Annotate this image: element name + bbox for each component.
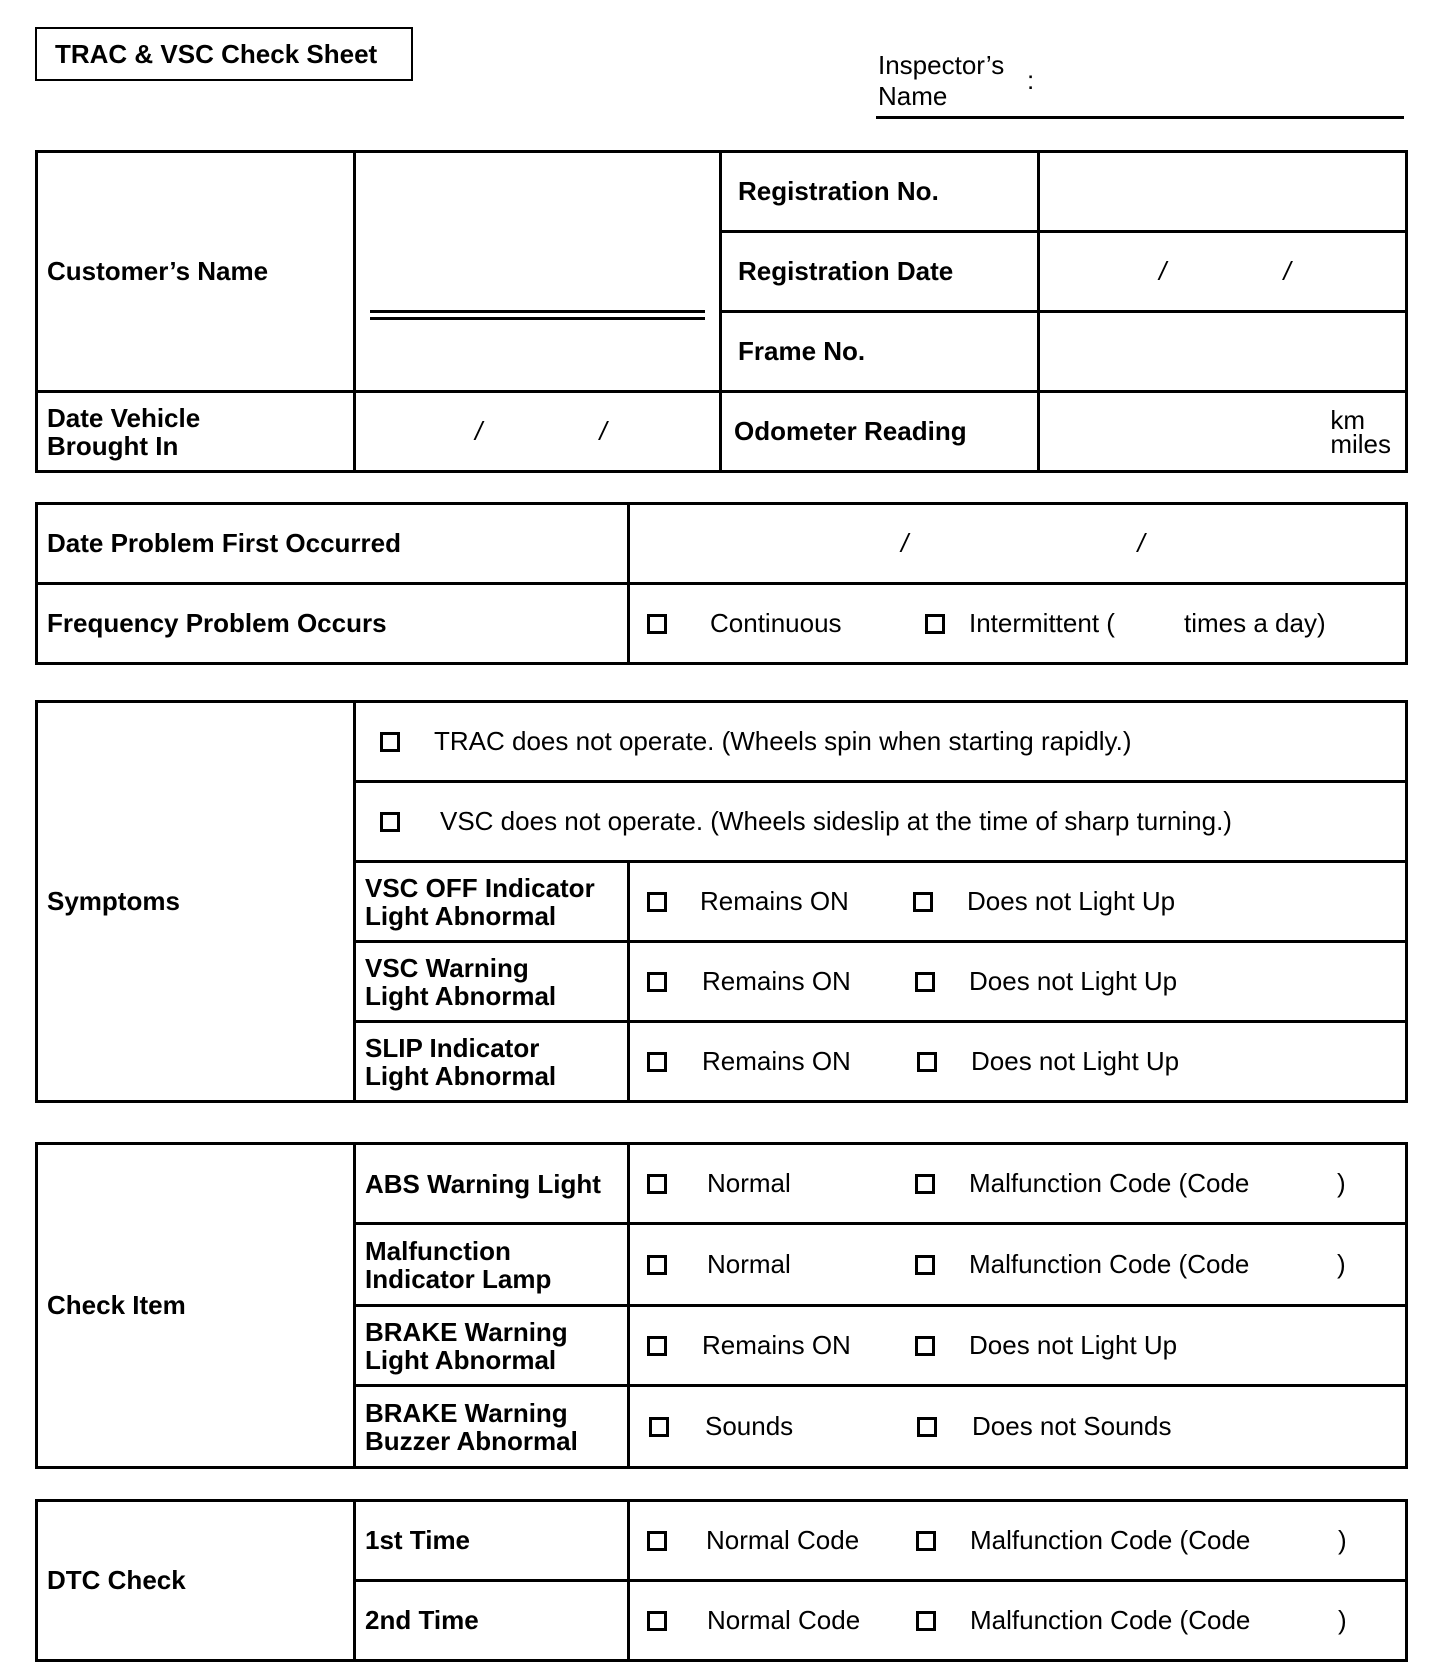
date-brought-in-field[interactable] — [355, 392, 721, 472]
trac-symptom-label: TRAC does not operate. (Wheels spin when starting rapidly.) — [434, 726, 1132, 756]
registration-date-label: Registration Date — [721, 232, 1039, 312]
close-paren: ) — [1338, 1605, 1347, 1635]
unit-miles: miles — [1330, 428, 1391, 459]
inspector-label-line2: Name — [878, 81, 948, 111]
slip-indicator-options — [629, 1022, 1407, 1102]
row-label-line1: BRAKE Warning — [365, 1316, 568, 1347]
first-time-label: 1st Time — [355, 1501, 629, 1581]
does-not-light-up-checkbox[interactable] — [915, 1336, 935, 1356]
unit-km: km — [1330, 404, 1365, 435]
frequency-options — [629, 584, 1407, 664]
abs-warning-light-label — [355, 1144, 629, 1224]
inspector-label — [878, 50, 1004, 112]
malfunction-code-checkbox[interactable] — [916, 1531, 936, 1551]
times-a-day-label: times a day) — [1184, 608, 1326, 638]
registration-date-field[interactable] — [1039, 232, 1407, 312]
inspector-name-field[interactable] — [876, 116, 1404, 119]
close-paren: ) — [1337, 1168, 1346, 1198]
brake-warning-buzzer-label — [355, 1386, 629, 1468]
normal-code-label: Normal Code — [707, 1605, 861, 1635]
frequency-label: Frequency Problem Occurs — [37, 584, 629, 664]
remains-on-checkbox[interactable] — [647, 892, 667, 912]
check-item-table — [35, 1142, 1408, 1469]
does-not-light-up-label: Does not Light Up — [971, 1046, 1180, 1076]
does-not-light-up-checkbox[interactable] — [915, 972, 935, 992]
normal-code-checkbox[interactable] — [647, 1531, 667, 1551]
does-not-light-up-checkbox[interactable] — [917, 1052, 937, 1072]
row-label-line1: Malfunction — [365, 1235, 511, 1266]
problem-table — [35, 502, 1408, 665]
does-not-light-up-checkbox[interactable] — [913, 892, 933, 912]
customer-name-underline — [370, 310, 705, 320]
vsc-off-indicator-label — [355, 862, 629, 942]
malfunction-code-label: Malfunction Code (Code — [969, 1168, 1250, 1198]
does-not-light-up-label: Does not Light Up — [967, 886, 1176, 916]
normal-code-label: Normal Code — [706, 1525, 860, 1555]
remains-on-label: Remains ON — [702, 1330, 851, 1360]
abs-warning-light-options — [629, 1144, 1407, 1224]
vsc-warning-light-label — [355, 942, 629, 1022]
trac-checkbox[interactable] — [380, 732, 400, 752]
row-label-line1: BRAKE Warning — [365, 1397, 568, 1428]
frame-no-field[interactable] — [1039, 312, 1407, 392]
remains-on-checkbox[interactable] — [647, 972, 667, 992]
malfunction-indicator-lamp-label — [355, 1224, 629, 1306]
malfunction-code-label: Malfunction Code (Code — [970, 1525, 1251, 1555]
malfunction-code-checkbox[interactable] — [916, 1611, 936, 1631]
date-separator: / — [1283, 256, 1291, 286]
close-paren: ) — [1337, 1249, 1346, 1279]
date-brought-in-label-line1: Date Vehicle — [47, 402, 201, 433]
date-brought-in-label-line2: Brought In — [47, 430, 179, 461]
remains-on-label: Remains ON — [702, 966, 851, 996]
symptoms-table — [35, 700, 1408, 1103]
slip-indicator-label — [355, 1022, 629, 1102]
malfunction-code-checkbox[interactable] — [915, 1174, 935, 1194]
inspector-colon: : — [1027, 65, 1035, 95]
vsc-warning-light-options — [629, 942, 1407, 1022]
normal-checkbox[interactable] — [647, 1174, 667, 1194]
sounds-label: Sounds — [705, 1411, 794, 1441]
row-label-line1: VSC Warning — [365, 952, 529, 983]
vsc-checkbox[interactable] — [380, 812, 400, 832]
row-label-line2: Light Abnormal — [365, 1344, 557, 1375]
customer-name-label: Customer’s Name — [37, 152, 355, 392]
row-label-line2: Light Abnormal — [365, 980, 557, 1011]
symptoms-label: Symptoms — [37, 702, 355, 1102]
date-separator: / — [1159, 256, 1167, 286]
brake-warning-light-label — [355, 1306, 629, 1386]
intermittent-checkbox[interactable] — [925, 614, 945, 634]
row-label-line1: VSC OFF Indicator — [365, 872, 595, 903]
brake-warning-buzzer-options — [629, 1386, 1407, 1468]
odometer-label: Odometer Reading — [721, 392, 1039, 472]
row-label-line1: ABS Warning Light — [365, 1168, 601, 1199]
brake-warning-light-options — [629, 1306, 1407, 1386]
malfunction-indicator-lamp-options — [629, 1224, 1407, 1306]
dtc-check-label: DTC Check — [37, 1501, 355, 1661]
sounds-checkbox[interactable] — [649, 1417, 669, 1437]
customer-table — [35, 150, 1408, 473]
malfunction-code-label: Malfunction Code (Code — [969, 1249, 1250, 1279]
registration-no-field[interactable] — [1039, 152, 1407, 232]
vsc-symptom — [355, 782, 1407, 862]
does-not-sounds-checkbox[interactable] — [917, 1417, 937, 1437]
malfunction-code-label: Malfunction Code (Code — [970, 1605, 1251, 1635]
customer-name-field[interactable] — [355, 152, 721, 392]
normal-label: Normal — [707, 1249, 791, 1279]
sheet-title: TRAC & VSC Check Sheet — [35, 27, 413, 81]
continuous-checkbox[interactable] — [647, 614, 667, 634]
row-label-line2: Buzzer Abnormal — [365, 1425, 578, 1456]
date-brought-in-label — [37, 392, 355, 472]
remains-on-checkbox[interactable] — [647, 1052, 667, 1072]
normal-label: Normal — [707, 1168, 791, 1198]
check-item-label: Check Item — [37, 1144, 355, 1468]
does-not-light-up-label: Does not Light Up — [969, 1330, 1178, 1360]
registration-no-label: Registration No. — [721, 152, 1039, 232]
normal-code-checkbox[interactable] — [647, 1611, 667, 1631]
row-label-line2: Light Abnormal — [365, 1060, 557, 1091]
does-not-light-up-label: Does not Light Up — [969, 966, 1178, 996]
row-label-line2: Light Abnormal — [365, 900, 557, 931]
dtc-check-table — [35, 1499, 1408, 1662]
row-label-line2: Indicator Lamp — [365, 1263, 552, 1294]
second-time-options — [629, 1581, 1407, 1661]
does-not-sounds-label: Does not Sounds — [972, 1411, 1172, 1441]
first-time-options — [629, 1501, 1407, 1581]
trac-symptom — [355, 702, 1407, 782]
row-label-line1: SLIP Indicator — [365, 1032, 540, 1063]
frame-no-label: Frame No. — [721, 312, 1039, 392]
remains-on-checkbox[interactable] — [647, 1336, 667, 1356]
malfunction-code-checkbox[interactable] — [915, 1255, 935, 1275]
inspector-label-line1: Inspector’s — [878, 50, 1005, 80]
first-occurred-field[interactable] — [629, 504, 1407, 584]
first-occurred-label: Date Problem First Occurred — [37, 504, 629, 584]
remains-on-label: Remains ON — [700, 886, 849, 916]
vsc-off-indicator-options — [629, 862, 1407, 942]
vsc-symptom-label: VSC does not operate. (Wheels sideslip at the time of sharp turning.) — [440, 806, 1232, 836]
date-separator: / — [1137, 528, 1145, 558]
date-separator: / — [475, 416, 483, 446]
date-separator: / — [599, 416, 607, 446]
continuous-label: Continuous — [710, 608, 842, 638]
remains-on-label: Remains ON — [702, 1046, 851, 1076]
close-paren: ) — [1338, 1525, 1347, 1555]
intermittent-label: Intermittent ( — [969, 608, 1115, 638]
odometer-field[interactable] — [1039, 392, 1407, 472]
second-time-label: 2nd Time — [355, 1581, 629, 1661]
date-separator: / — [901, 528, 909, 558]
normal-checkbox[interactable] — [647, 1255, 667, 1275]
